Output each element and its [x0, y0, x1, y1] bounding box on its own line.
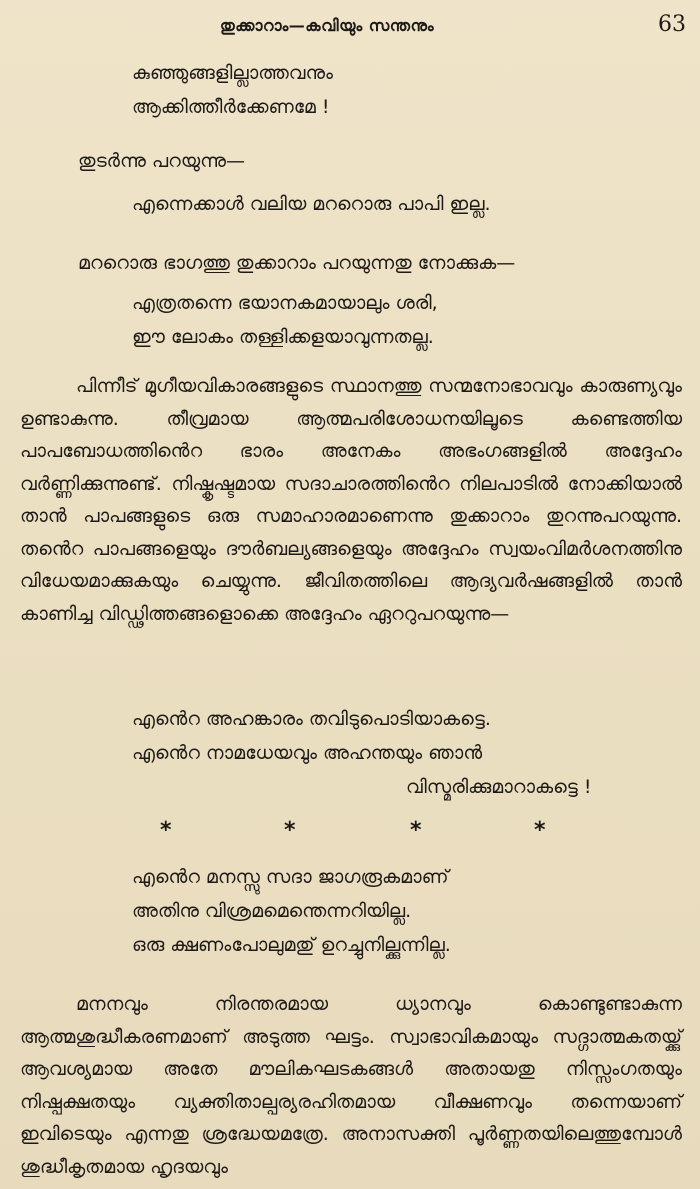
divider-star: *: [534, 818, 546, 843]
divider-star: *: [410, 818, 422, 843]
verse3-line2: എൻെറ നാമധേയവും അഹന്തയും ഞാൻ: [132, 742, 483, 764]
page-number: 63: [658, 12, 686, 37]
intro2: മററൊരു ഭാഗത്തു തുക്കാറാം പറയുന്നതു നോക്കുക—: [78, 252, 516, 274]
running-head: തുക്കാറാം—കവിയും സന്തനും: [220, 16, 435, 35]
quote1: എന്നെക്കാൾ വലിയ മററൊരു പാപി ഇല്ല.: [132, 193, 491, 215]
verse1-line2: ആക്കിത്തീർക്കേണമേ !: [132, 96, 330, 118]
verse2-line1: എത്രതന്നെ ഭയാനകമായാലും ശരി,: [132, 292, 438, 314]
paragraph-1: പിന്നീട് മുഗീയവികാരങ്ങളുടെ സ്ഥാനത്തു സന്മനോഭാവവും കാരുണ്യവും ഉണ്ടാകുന്നു. തീവ്രമായ ആത്മപരിശോധനയിലൂടെ കണ്ടെത്തിയ പാപബോധത്തിൻെറ ഭാരം അനേകം അഭംഗങ്ങളിൽ അദ്ദേഹം വർണ്ണിക്കുന്നുണ്ട്. നിഷ്കൃഷ്ടമായ സദാചാരത്തിൻെറ നിലപാടിൽ നോക്കിയാൽ താൻ പാപങ്ങളുടെ ഒരു സമാഹാരമാണെന്നു തുക്കാറാം തുറന്നുപറയുന്നു. തൻെറ പാപങ്ങളെയും ദൗർബല്യങ്ങളെയും അദ്ദേഹം സ്വയംവിമർശനത്തിനു വിധേയമാക്കുകയും ചെയ്യുന്നു. ജീവിതത്തിലെ ആദ്യവർഷങ്ങളിൽ താൻ കാണിച്ച വിഡ്ഢിത്തങ്ങളൊക്കെ അദ്ദേഹം ഏററുപറയുന്നു—: [20, 375, 682, 625]
verse4-line3: ഒരു ക്ഷണംപോലുമതു് ഉറച്ചുനില്ക്കുന്നില്ല.: [132, 934, 451, 956]
verse3-line3: വിസ്മരിക്കുമാറാകട്ടെ !: [406, 776, 592, 798]
section-divider: [0, 818, 700, 848]
page-header: [0, 10, 700, 40]
verse3-line1: എൻെറ അഹങ്കാരം തവിടുപൊടിയാകട്ടെ.: [132, 708, 491, 730]
divider-star: *: [284, 818, 296, 843]
verse1-line1: കുഞ്ഞുങ്ങളില്ലാത്തവനും: [132, 62, 333, 84]
verse4-line1: എൻെറ മനസ്സു സദാ ജാഗരൂകമാണ്: [132, 866, 449, 888]
verse4-line2: അതിനു വിശ്രമമെന്തെന്നറിയില്ല.: [132, 900, 412, 922]
verse2-line2: ഈ ലോകം തള്ളിക്കളയാവുന്നതല്ല.: [132, 326, 434, 348]
intro1: തുടർന്നു പറയുന്നു—: [78, 150, 246, 172]
paragraph-2: മനനവും നിരന്തരമായ ധ്യാനവും കൊണ്ടുണ്ടാകുന്ന ആത്മശുദ്ധീകരണമാണ് അടുത്ത ഘട്ടം. സ്വാഭാവികമായും സദ്ഗാത്മകതയ്ക്കു് ആവശ്യമായ അതേ മൗലികഘടകങ്ങൾ അതായതു നിസ്സംഗതയും നിഷ്പക്ഷതയും വ്യക്തിതാല്പര്യരഹിതമായ വീക്ഷണവും തന്നെയാണ് ഇവിടെയും എന്നതു ശ്രദ്ധേയമത്രേ. അനാസക്തി പൂർണ്ണതയിലെത്തുമ്പോൾ ശുദ്ധീകൃതമായ ഹൃദയവും: [20, 993, 682, 1178]
divider-star: *: [160, 818, 172, 843]
